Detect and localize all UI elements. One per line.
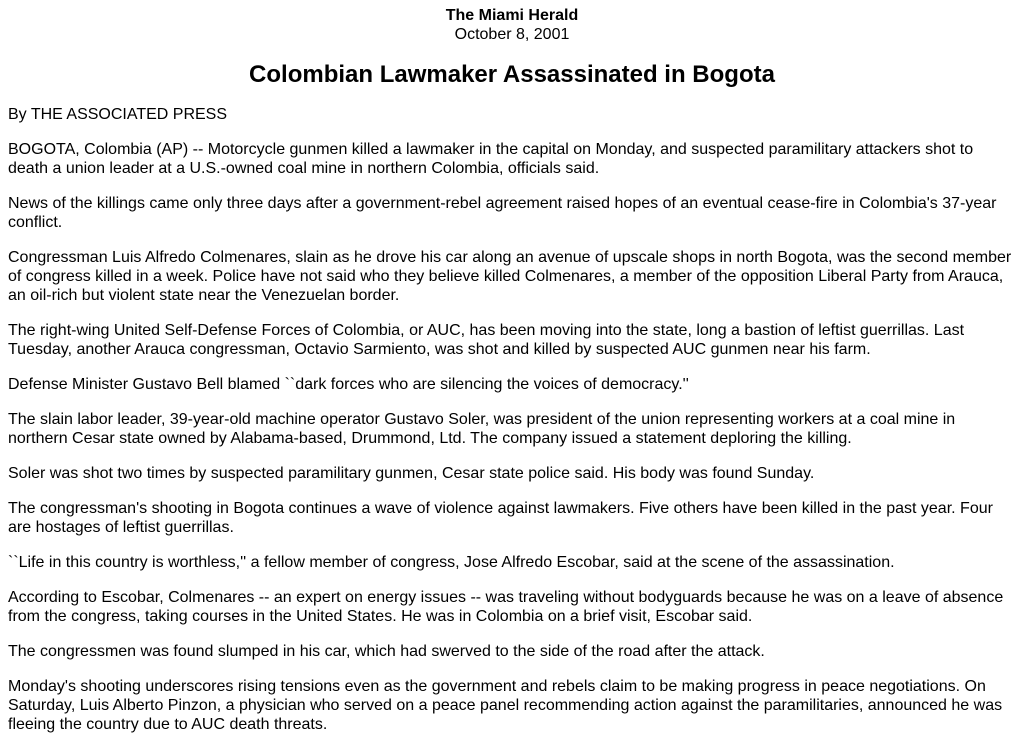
article-paragraph: Defense Minister Gustavo Bell blamed ``dark forces who are silencing the voices of democracy.''	[8, 376, 689, 393]
article-paragraph: BOGOTA, Colombia (AP) -- Motorcycle gunmen killed a lawmaker in the capital on Monday, and suspected paramilitary attackers shot to death a union leader at a U.S.-owned coal mine in northern Colombia, officials said.	[8, 141, 974, 177]
publication-name: The Miami Herald	[445, 7, 579, 24]
article-paragraph: The right-wing United Self-Defense Forces of Colombia, or AUC, has been moving into the state, long a bastion of leftist guerrillas. Last Tuesday, another Arauca congressman, Octavio Sarmiento, was shot and killed by suspected AUC gunmen near his farm.	[8, 322, 965, 358]
article-body	[8, 140, 1016, 734]
publication-date: October 8, 2001	[454, 26, 570, 43]
article-paragraph: The slain labor leader, 39-year-old machine operator Gustavo Soler, was president of the union representing workers at a coal mine in northern Cesar state owned by Alabama-based, Drummond, Ltd. The company issued a statement deploring the killing.	[8, 411, 956, 447]
article-paragraph: The congressmen was found slumped in his car, which had swerved to the side of the road after the attack.	[8, 643, 765, 660]
article-paragraph: According to Escobar, Colmenares -- an expert on energy issues -- was traveling without bodyguards because he was on a leave of absence from the congress, taking courses in the United States. He was in Colombia on a brief visit, Escobar said.	[8, 589, 1004, 625]
article-paragraph: Congressman Luis Alfredo Colmenares, slain as he drove his car along an avenue of upscale shops in north Bogota, was the second member of congress killed in a week. Police have not said who they believe killed Colmenares, a member of the opposition Liberal Party from Arauca, an oil-rich but violent state near the Venezuelan border.	[8, 249, 1012, 304]
article-paragraph: Soler was shot two times by suspected paramilitary gunmen, Cesar state police said. His body was found Sunday.	[8, 465, 815, 482]
article-headline: Colombian Lawmaker Assassinated in Bogota	[249, 61, 775, 88]
article-paragraph: News of the killings came only three days after a government-rebel agreement raised hopes of an eventual cease-fire in Colombia's 37-year conflict.	[8, 195, 997, 231]
article-paragraph: Monday's shooting underscores rising tensions even as the government and rebels claim to be making progress in peace negotiations. On Saturday, Luis Alberto Pinzon, a physician who served on a peace panel recommending action against the paramilitaries, announced he was fleeing the country due to AUC death threats.	[8, 678, 1003, 733]
masthead	[8, 6, 1016, 44]
article-paragraph: The congressman's shooting in Bogota continues a wave of violence against lawmakers. Five others have been killed in the past year. Four are hostages of leftist guerrillas.	[8, 500, 993, 536]
article-paragraph: ``Life in this country is worthless,'' a fellow member of congress, Jose Alfredo Escobar, said at the scene of the assassination.	[8, 554, 895, 571]
article-byline: By THE ASSOCIATED PRESS	[8, 106, 228, 123]
